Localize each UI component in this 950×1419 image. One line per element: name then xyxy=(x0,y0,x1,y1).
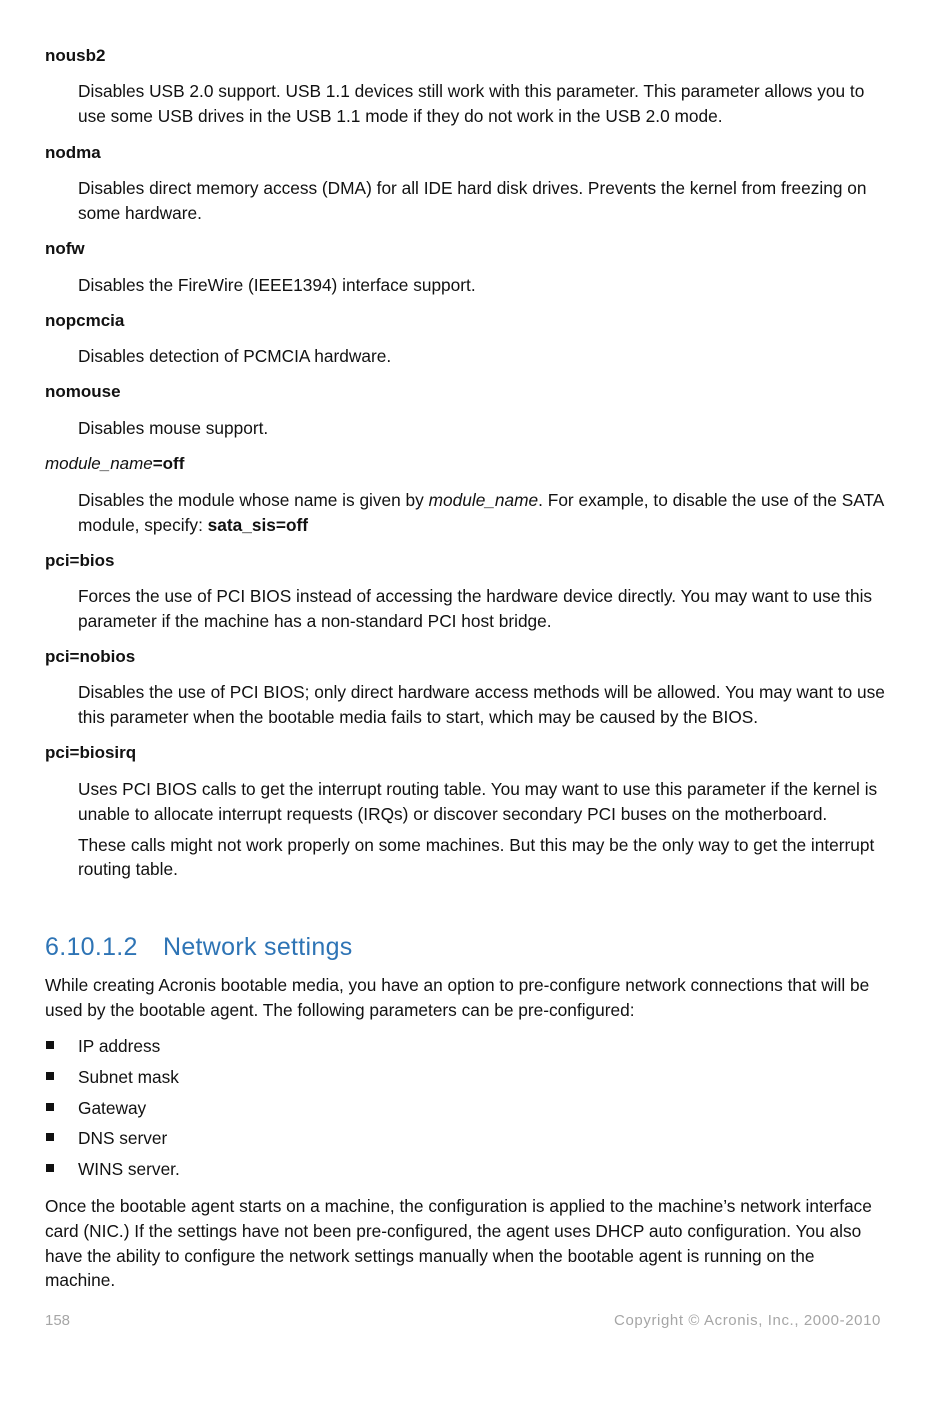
list-item-text: DNS server xyxy=(78,1128,168,1149)
bullet-square-icon xyxy=(46,1133,54,1141)
list-item xyxy=(45,1126,885,1157)
param-desc-module-name xyxy=(78,488,886,538)
param-desc-pci-nobios: Disables the use of PCI BIOS; only direct hardware access methods will be allowed. You may want to use this parameter when the bootable media fails to start, which may be caused by the BIOS. xyxy=(78,682,885,727)
param-term-nomouse: nomouse xyxy=(45,382,121,401)
list-item xyxy=(45,1034,885,1065)
list-item xyxy=(45,1065,885,1096)
bullet-square-icon xyxy=(46,1103,54,1111)
section-intro: While creating Acronis bootable media, you have an option to pre-configure network connections that will be used by the bootable agent. The following parameters can be pre-configured: xyxy=(45,975,870,1020)
param-desc-nodma: Disables direct memory access (DMA) for all IDE hard disk drives. Prevents the kernel from freezing on some hardware. xyxy=(78,178,867,223)
desc-bold: sata_sis=off xyxy=(207,514,309,535)
param-desc-nousb2: Disables USB 2.0 support. USB 1.1 devices still work with this parameter. This parameter allows you to use some USB drives in the USB 1.1 mode if they do not work in the USB 2.0 mode. xyxy=(78,81,865,126)
section-title: Network settings xyxy=(163,933,353,961)
term-italic: module_name xyxy=(45,454,153,473)
section-outro: Once the bootable agent starts on a machine, the configuration is applied to the machine’s network interface card (NIC.) If the settings have not been pre-configured, the agent uses DHCP auto configuration. You also have the ability to configure the network settings manually when the bootable agent is running on the machine. xyxy=(45,1196,872,1291)
desc-text: . For example, to disable the use of the SATA module, specify: xyxy=(78,490,884,535)
param-term-pci-bios: pci=bios xyxy=(45,551,115,570)
list-item-text: IP address xyxy=(78,1036,161,1056)
desc-paragraph: Uses PCI BIOS calls to get the interrupt routing table. You may want to use this parameter if the kernel is unable to allocate interrupt requests (IRQs) or discover secondary PCI buses on the motherboard. xyxy=(78,779,878,824)
param-desc-nomouse: Disables mouse support. xyxy=(78,418,269,438)
term-suffix: =off xyxy=(152,454,185,473)
desc-text: Disables the module whose name is given by xyxy=(78,490,429,510)
parameter-list xyxy=(45,1034,885,1188)
list-item-text: Subnet mask xyxy=(78,1066,179,1087)
param-term-pci-biosirq: pci=biosirq xyxy=(45,743,137,762)
list-item xyxy=(45,1096,885,1127)
param-desc-pci-bios: Forces the use of PCI BIOS instead of accessing the hardware device directly. You may want to use this parameter if the machine has a non-standard PCI host bridge. xyxy=(78,586,873,631)
bullet-square-icon xyxy=(46,1072,54,1080)
param-term-nofw: nofw xyxy=(45,239,85,258)
list-item-text: Gateway xyxy=(78,1097,147,1118)
list-item xyxy=(45,1157,885,1188)
param-desc-pci-biosirq xyxy=(78,777,886,882)
param-term-module-name xyxy=(45,452,184,476)
param-desc-nofw: Disables the FireWire (IEEE1394) interface support. xyxy=(78,275,476,295)
param-term-nousb2: nousb2 xyxy=(45,46,106,65)
param-term-pci-nobios: pci=nobios xyxy=(45,647,136,666)
page-number: 158 xyxy=(45,1312,71,1329)
section-heading xyxy=(45,930,353,964)
desc-paragraph: These calls might not work properly on some machines. But this may be the only way to get the interrupt routing table. xyxy=(78,834,875,880)
desc-italic: module_name xyxy=(428,490,539,510)
section-number: 6.10.1.2 xyxy=(45,933,138,961)
copyright-notice: Copyright © Acronis, Inc., 2000-2010 xyxy=(614,1312,881,1329)
list-item-text: WINS server. xyxy=(78,1159,180,1180)
param-desc-nopcmcia: Disables detection of PCMCIA hardware. xyxy=(78,346,392,366)
bullet-square-icon xyxy=(46,1164,54,1172)
param-term-nopcmcia: nopcmcia xyxy=(45,311,125,330)
param-term-nodma: nodma xyxy=(45,143,101,162)
bullet-square-icon xyxy=(46,1041,54,1049)
